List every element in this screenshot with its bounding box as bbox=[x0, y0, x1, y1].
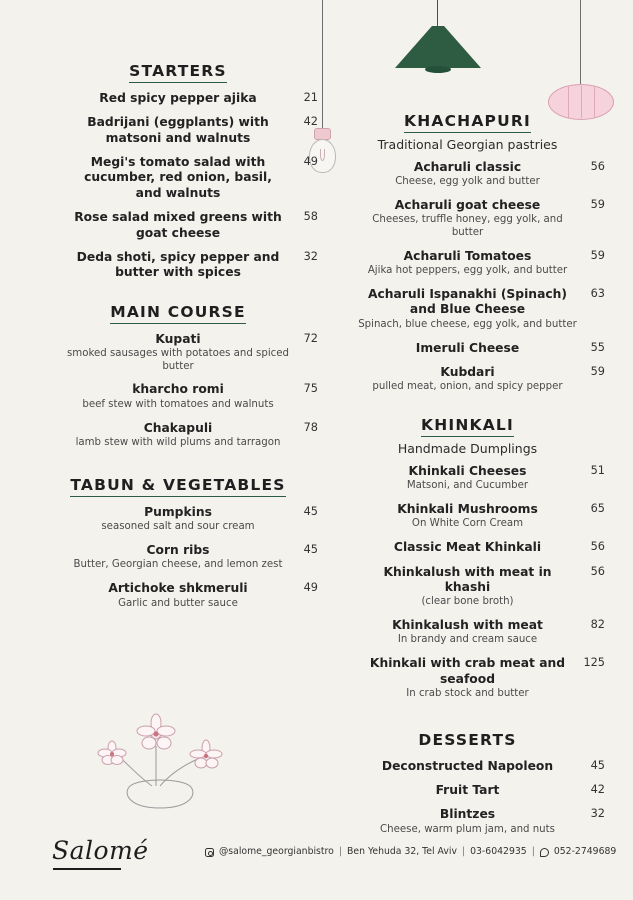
item-price: 32 bbox=[590, 807, 605, 821]
menu-item bbox=[38, 115, 318, 146]
section-main-course bbox=[38, 303, 318, 450]
item-name: Corn ribs bbox=[146, 543, 210, 558]
item-price: 125 bbox=[583, 656, 605, 670]
menu-item bbox=[38, 155, 318, 201]
item-description: Cheese, egg yolk and butter bbox=[395, 176, 540, 188]
menu-item bbox=[330, 618, 605, 647]
item-price: 45 bbox=[303, 543, 318, 557]
divider: | bbox=[461, 846, 466, 857]
left-column bbox=[38, 62, 318, 619]
item-name: Acharuli Tomatoes bbox=[403, 248, 532, 263]
item-name: Megi's tomato salad with cucumber, red onion, basil, and walnuts bbox=[84, 155, 272, 200]
item-name: Khinkalush with meat in khashi bbox=[383, 564, 552, 594]
item-name: Red spicy pepper ajika bbox=[99, 91, 257, 105]
right-column bbox=[330, 112, 605, 845]
menu-item bbox=[330, 783, 605, 798]
item-name: Blintzes bbox=[439, 807, 496, 822]
item-price: 45 bbox=[590, 758, 605, 772]
green-lamp-cord bbox=[437, 0, 438, 28]
item-description: Cheeses, truffle honey, egg yolk, and butter bbox=[372, 214, 563, 239]
item-description: On White Corn Cream bbox=[411, 518, 524, 530]
menu-item bbox=[38, 505, 318, 534]
menu-item bbox=[330, 341, 605, 356]
section-title: MAIN COURSE bbox=[110, 303, 246, 324]
item-name: Deconstructed Napoleon bbox=[381, 758, 554, 773]
item-price: 49 bbox=[303, 581, 318, 595]
section-desserts bbox=[330, 731, 605, 837]
item-name: Acharuli Ispanakhi (Spinach) and Blue Cheese bbox=[367, 287, 568, 317]
bulb-lamp-cord bbox=[322, 0, 323, 130]
item-price: 45 bbox=[303, 504, 318, 518]
item-description: In brandy and cream sauce bbox=[397, 634, 538, 646]
menu-item bbox=[330, 502, 605, 531]
item-price: 65 bbox=[590, 502, 605, 516]
item-name: Rose salad mixed greens with goat cheese bbox=[74, 210, 282, 240]
item-name: Artichoke shkmeruli bbox=[108, 581, 248, 596]
item-name: Chakapuli bbox=[143, 420, 213, 435]
menu-item bbox=[38, 332, 318, 374]
flower-vase-illustration bbox=[60, 690, 260, 815]
item-price: 56 bbox=[590, 160, 605, 173]
menu-item bbox=[38, 421, 318, 450]
item-name: Acharuli classic bbox=[413, 160, 522, 174]
item-description: seasoned salt and sour cream bbox=[101, 521, 255, 533]
item-name: Imeruli Cheese bbox=[415, 340, 520, 355]
menu-item bbox=[330, 759, 605, 774]
item-name: Badrijani (eggplants) with matsoni and walnuts bbox=[87, 115, 269, 145]
item-name: Pumpkins bbox=[144, 504, 212, 519]
item-description: Matsoni, and Cucumber bbox=[406, 480, 529, 492]
address-text: Ben Yehuda 32, Tel Aviv bbox=[347, 846, 457, 857]
item-price: 78 bbox=[303, 420, 318, 434]
item-name: kharcho romi bbox=[132, 382, 224, 397]
item-description: Ajika hot peppers, egg yolk, and butter bbox=[367, 265, 568, 277]
item-price: 42 bbox=[303, 115, 318, 129]
menu-item bbox=[330, 287, 605, 331]
pink-lamp-cord bbox=[580, 0, 581, 84]
item-name: Kubdari bbox=[440, 364, 495, 379]
item-description: lamb stew with wild plums and tarragon bbox=[75, 436, 281, 448]
item-name: Khinkali Mushrooms bbox=[397, 502, 538, 517]
whatsapp-number[interactable]: 052-2749689 bbox=[553, 846, 617, 857]
item-price: 51 bbox=[590, 464, 605, 478]
menu-item bbox=[330, 249, 605, 278]
item-price: 42 bbox=[590, 783, 605, 796]
logo-underline bbox=[53, 868, 121, 870]
item-name: Classic Meat Khinkali bbox=[393, 540, 542, 555]
section-title: KHACHAPURI bbox=[404, 112, 531, 133]
section-title: STARTERS bbox=[129, 62, 227, 83]
menu-item bbox=[38, 581, 318, 610]
menu-item bbox=[330, 464, 605, 493]
item-price: 59 bbox=[590, 248, 605, 262]
item-price: 63 bbox=[590, 287, 605, 301]
bulb-filament-icon bbox=[320, 149, 325, 161]
item-name: Acharuli goat cheese bbox=[394, 198, 541, 213]
menu-item bbox=[38, 382, 318, 411]
footer-contact-info bbox=[205, 846, 616, 857]
section-title bbox=[70, 476, 285, 497]
menu-item bbox=[38, 91, 318, 106]
menu-item bbox=[330, 565, 605, 609]
section-khinkali bbox=[330, 416, 605, 701]
menu-item bbox=[330, 365, 605, 394]
item-name: Khinkalush with meat bbox=[392, 618, 543, 633]
item-price: 58 bbox=[303, 210, 318, 224]
menu-item bbox=[38, 210, 318, 241]
item-name: Kupati bbox=[155, 331, 201, 346]
item-name: Deda shoti, spicy pepper and butter with spices bbox=[76, 249, 280, 280]
item-description: Butter, Georgian cheese, and lemon zest bbox=[73, 559, 283, 571]
section-tabun-vegetables bbox=[38, 476, 318, 611]
item-description: Garlic and butter sauce bbox=[118, 597, 238, 609]
restaurant-logo: Salomé bbox=[52, 836, 149, 865]
phone-number[interactable]: 03-6042935 bbox=[470, 846, 527, 857]
item-price: 55 bbox=[590, 340, 605, 354]
green-pendant-lamp-icon bbox=[395, 26, 481, 68]
instagram-icon bbox=[205, 848, 214, 857]
section-title: KHINKALI bbox=[421, 416, 514, 437]
menu-item bbox=[38, 250, 318, 281]
menu-item bbox=[330, 807, 605, 836]
item-price: 21 bbox=[303, 91, 318, 104]
item-price: 75 bbox=[303, 382, 318, 396]
item-price: 59 bbox=[590, 198, 605, 212]
menu-item bbox=[330, 540, 605, 555]
instagram-handle[interactable]: @salome_georgianbistro bbox=[219, 846, 334, 857]
item-description: pulled meat, onion, and spicy pepper bbox=[372, 381, 563, 393]
green-lamp-rim bbox=[425, 66, 451, 73]
item-description: smoked sausages with potatoes and spiced butter bbox=[67, 347, 289, 372]
item-name: Fruit Tart bbox=[435, 783, 500, 797]
item-description: Spinach, blue cheese, egg yolk, and butter bbox=[358, 318, 577, 330]
menu-item bbox=[330, 656, 605, 700]
section-title: DESSERTS bbox=[418, 730, 517, 749]
item-description: beef stew with tomatoes and walnuts bbox=[82, 398, 274, 410]
footer bbox=[0, 834, 633, 874]
item-name: Khinkali Cheeses bbox=[408, 464, 527, 479]
item-price: 49 bbox=[303, 155, 318, 169]
item-price: 32 bbox=[303, 249, 318, 263]
divider: | bbox=[338, 846, 342, 857]
menu-item bbox=[330, 160, 605, 189]
section-subtitle: Handmade Dumplings bbox=[397, 441, 538, 457]
section-khachapuri bbox=[330, 112, 605, 394]
whatsapp-icon bbox=[540, 848, 549, 857]
divider: | bbox=[531, 846, 535, 857]
item-price: 59 bbox=[590, 364, 605, 378]
item-price: 72 bbox=[303, 331, 318, 345]
item-name: Khinkali with crab meat and seafood bbox=[369, 656, 566, 686]
item-price: 82 bbox=[590, 618, 605, 632]
item-price: 56 bbox=[590, 564, 605, 578]
item-price: 56 bbox=[590, 540, 605, 554]
menu-item bbox=[330, 198, 605, 240]
menu-item bbox=[38, 543, 318, 572]
section-starters bbox=[38, 62, 318, 281]
item-description: Cheese, warm plum jam, and nuts bbox=[380, 823, 555, 835]
item-description: (clear bone broth) bbox=[421, 596, 514, 608]
section-title-text: TABUN & VEGETABLES bbox=[70, 475, 286, 494]
item-description: In crab stock and butter bbox=[406, 687, 529, 699]
section-subtitle: Traditional Georgian pastries bbox=[377, 137, 558, 152]
